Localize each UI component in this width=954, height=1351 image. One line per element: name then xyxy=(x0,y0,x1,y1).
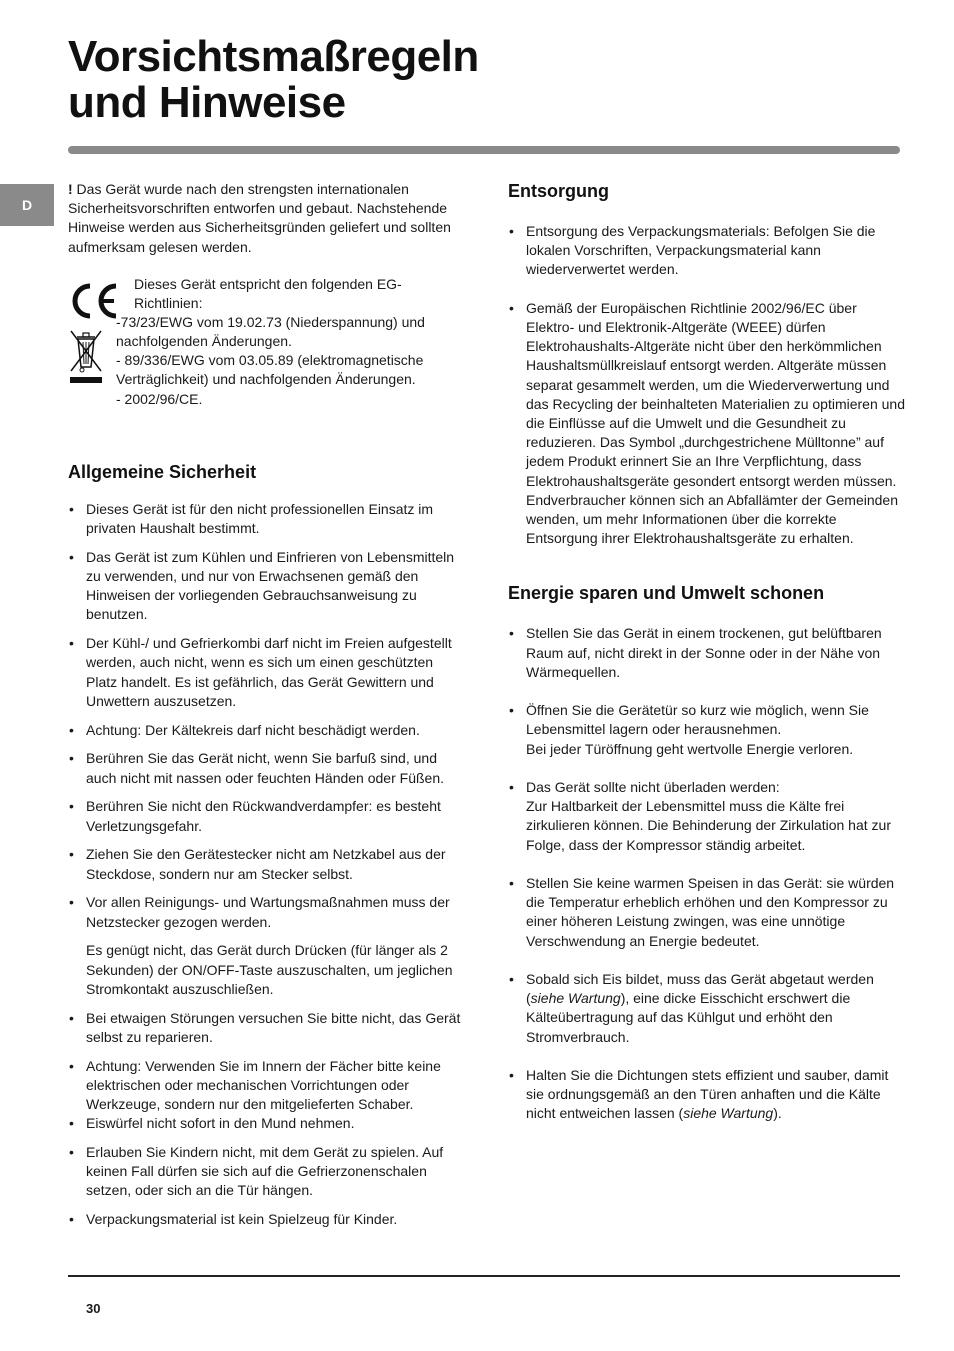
cross-reference: siehe Wartung xyxy=(683,1105,774,1122)
list-item: • Bei etwaigen Störungen versuchen Sie bitte nicht, das Gerät selbst zu reparieren. xyxy=(68,1009,464,1047)
ce-mark-icon xyxy=(68,281,120,321)
list-item: • Erlauben Sie Kindern nicht, mit dem Gerät zu spielen. Auf keinen Fall dürfen sie sich auf die Gefrierzonenschalen setzen, oder sich an die Tür hängen. xyxy=(68,1143,464,1201)
page-title-line-2: und Hinweise xyxy=(68,78,346,127)
list-item-text: Halten Sie die Dichtungen stets effizient und sauber, damit sie ordnungsgemäß an den Türen anhaften und die Kälte nicht entweichen lassen ( xyxy=(526,1067,889,1122)
page-title xyxy=(68,34,479,126)
list-item: • Verpackungsmaterial ist kein Spielzeug für Kinder. xyxy=(68,1210,464,1229)
ce-directive-line: - 2002/96/CE. xyxy=(116,390,203,407)
list-item-text: ). xyxy=(773,1105,782,1122)
list-item xyxy=(508,970,908,1047)
section-energie-sparen xyxy=(508,582,908,1123)
ce-directive-list xyxy=(116,313,466,409)
list-item: • Stellen Sie keine warmen Speisen in das Gerät: sie würden die Temperatur erheblich erhöhen und den Kompressor zu einer höheren Leistung zwingen, was eine unnötige Verschwendung an Energie bedeutet. xyxy=(508,874,908,951)
left-column xyxy=(68,180,464,1239)
list-item: • Stellen Sie das Gerät in einem trockenen, gut belüftbaren Raum auf, nicht direkt in der Sonne oder in der Nähe von Wärmequellen. xyxy=(508,624,908,682)
section-heading: Allgemeine Sicherheit xyxy=(68,461,257,482)
ce-directive-line: - 89/336/EWG vom 03.05.89 (elektromagnetische Verträglichkeit) und nachfolgenden Änderungen. xyxy=(116,352,424,388)
list-item-extra: Es genügt nicht, das Gerät durch Drücken (für länger als 2 Sekunden) der ON/OFF-Taste auszuschalten, um jeglichen Stromkontakt auszuschließen. xyxy=(86,942,453,997)
energy-list xyxy=(508,624,908,1123)
list-item xyxy=(508,299,908,549)
ce-lead-text: Dieses Gerät entspricht den folgenden EG-Richtlinien: xyxy=(134,275,402,312)
intro-paragraph xyxy=(68,180,464,257)
disposal-list xyxy=(508,222,908,548)
list-item: • Achtung: Verwenden Sie im Innern der Fächer bitte keine elektrischen oder mechanischen Vorrichtungen oder Werkzeuge, sondern nur den mitgelieferten Schaber. xyxy=(68,1057,464,1115)
language-tab: D xyxy=(0,184,54,226)
warning-mark: ! xyxy=(68,181,73,197)
cross-reference: siehe Wartung xyxy=(530,990,621,1007)
page-number: 30 xyxy=(86,1301,101,1316)
ce-conformity-block xyxy=(68,275,464,427)
list-item-text: Sobald sich Eis bildet, muss das Gerät abgetaut werden ( xyxy=(526,971,874,1007)
list-item: • Das Gerät ist zum Kühlen und Einfrieren von Lebensmitteln zu verwenden, und nur von Erwachsenen gemäß den Hinweisen der vorliegenden Gebrauchsanweisung zu benutzen. xyxy=(68,548,464,625)
crossed-bin-icon xyxy=(68,327,104,385)
list-item: • Der Kühl-/ und Gefrierkombi darf nicht im Freien aufgestellt werden, auch nicht, wenn es sich um einen geschützten Platz handelt. Es ist gefährlich, das Gerät Gewittern und Unwettern auszusetzen. xyxy=(68,634,464,711)
section-heading: Entsorgung xyxy=(508,181,609,201)
list-item: • Eiswürfel nicht sofort in den Mund nehmen. xyxy=(68,1114,464,1133)
list-item: • Ziehen Sie den Gerätestecker nicht am Netzkabel aus der Steckdose, sondern nur am Stecker selbst. xyxy=(68,845,464,883)
list-item-extra: Zur Haltbarkeit der Lebensmittel muss die Kälte frei zirkulieren können. Die Behinderung der Zirkulation hat zur Folge, dass der Kompressor ständig arbeitet. xyxy=(526,798,891,853)
safety-list xyxy=(68,500,464,1230)
list-item xyxy=(508,701,908,759)
list-item-text: Öffnen Sie die Gerätetür so kurz wie möglich, wenn Sie Lebensmittel lagern oder herausnehmen. xyxy=(526,702,869,738)
list-item-extra: Bei jeder Türöffnung geht wertvolle Energie verloren. xyxy=(526,740,854,757)
list-item-extra: Endverbraucher können sich an Abfallämter der Gemeinden wenden, um mehr Informationen über die korrekte Entsorgung ihrer Elektrohaushaltsgeräte zu erhalten. xyxy=(526,491,898,547)
footer-divider xyxy=(68,1275,900,1277)
list-item: • Berühren Sie das Gerät nicht, wenn Sie barfuß sind, und auch nicht mit nassen oder feuchten Händen oder Füßen. xyxy=(68,749,464,787)
list-item-text: Gemäß der Europäischen Richtlinie 2002/96/EC über Elektro- und Elektronik-Altgeräte (WEEE) dürfen Elektrohaushalts-Altgeräte nicht über den herkömmlichen Haushaltsmüllkreislauf entsorgt werden. Altgeräte müssen separat gesammelt werden, um die Wiederverwertung und das Recycling der beinhalteten Materialien zu optimieren und die Einflüsse auf die Umwelt und die Gesundheit zu reduzieren. Das Symbol „durchgestrichene Mülltonne” auf jedem Produkt erinnert Sie an Ihre Verpflichtung, dass Elektrohaushaltsgeräte gesondert entsorgt werden müssen. xyxy=(526,299,905,489)
list-item: • Achtung: Der Kältekreis darf nicht beschädigt werden. xyxy=(68,721,464,740)
list-item xyxy=(68,893,464,999)
list-item: • Dieses Gerät ist für den nicht professionellen Einsatz im privaten Haushalt bestimmt. xyxy=(68,500,464,538)
ce-directive-line: -73/23/EWG vom 19.02.73 (Niederspannung) und nachfolgenden Änderungen. xyxy=(116,313,425,350)
list-item-text: ), eine dicke Eisschicht erschwert die Kälteübertragung auf das Kühlgut und erhöht den Stromverbrauch. xyxy=(526,990,851,1045)
section-heading: Energie sparen und Umwelt schonen xyxy=(508,583,825,604)
list-item xyxy=(508,1066,908,1124)
title-divider xyxy=(68,146,900,154)
page-title-line-1: Vorsichtsmaßregeln xyxy=(68,32,479,81)
right-column xyxy=(508,180,908,1143)
list-item-text: Vor allen Reinigungs- und Wartungsmaßnahmen muss der Netzstecker gezogen werden. xyxy=(86,894,450,930)
list-item: • Entsorgung des Verpackungsmaterials: Befolgen Sie die lokalen Vorschriften, Verpackungsmaterial kann wiederverwertet werden. xyxy=(508,222,908,280)
list-item xyxy=(508,778,908,855)
intro-text: Das Gerät wurde nach den strengsten internationalen Sicherheitsvorschriften entworfen und gebaut. Nachstehende Hinweise werden aus Sicherheitsgründen geliefert und sollten aufmerksam gelesen werden. xyxy=(68,181,451,255)
section-allgemeine-sicherheit xyxy=(68,461,464,1230)
list-item: • Berühren Sie nicht den Rückwandverdampfer: es besteht Verletzungsgefahr. xyxy=(68,797,464,835)
section-entsorgung xyxy=(508,180,908,548)
list-item-text: Das Gerät sollte nicht überladen werden: xyxy=(526,779,780,796)
